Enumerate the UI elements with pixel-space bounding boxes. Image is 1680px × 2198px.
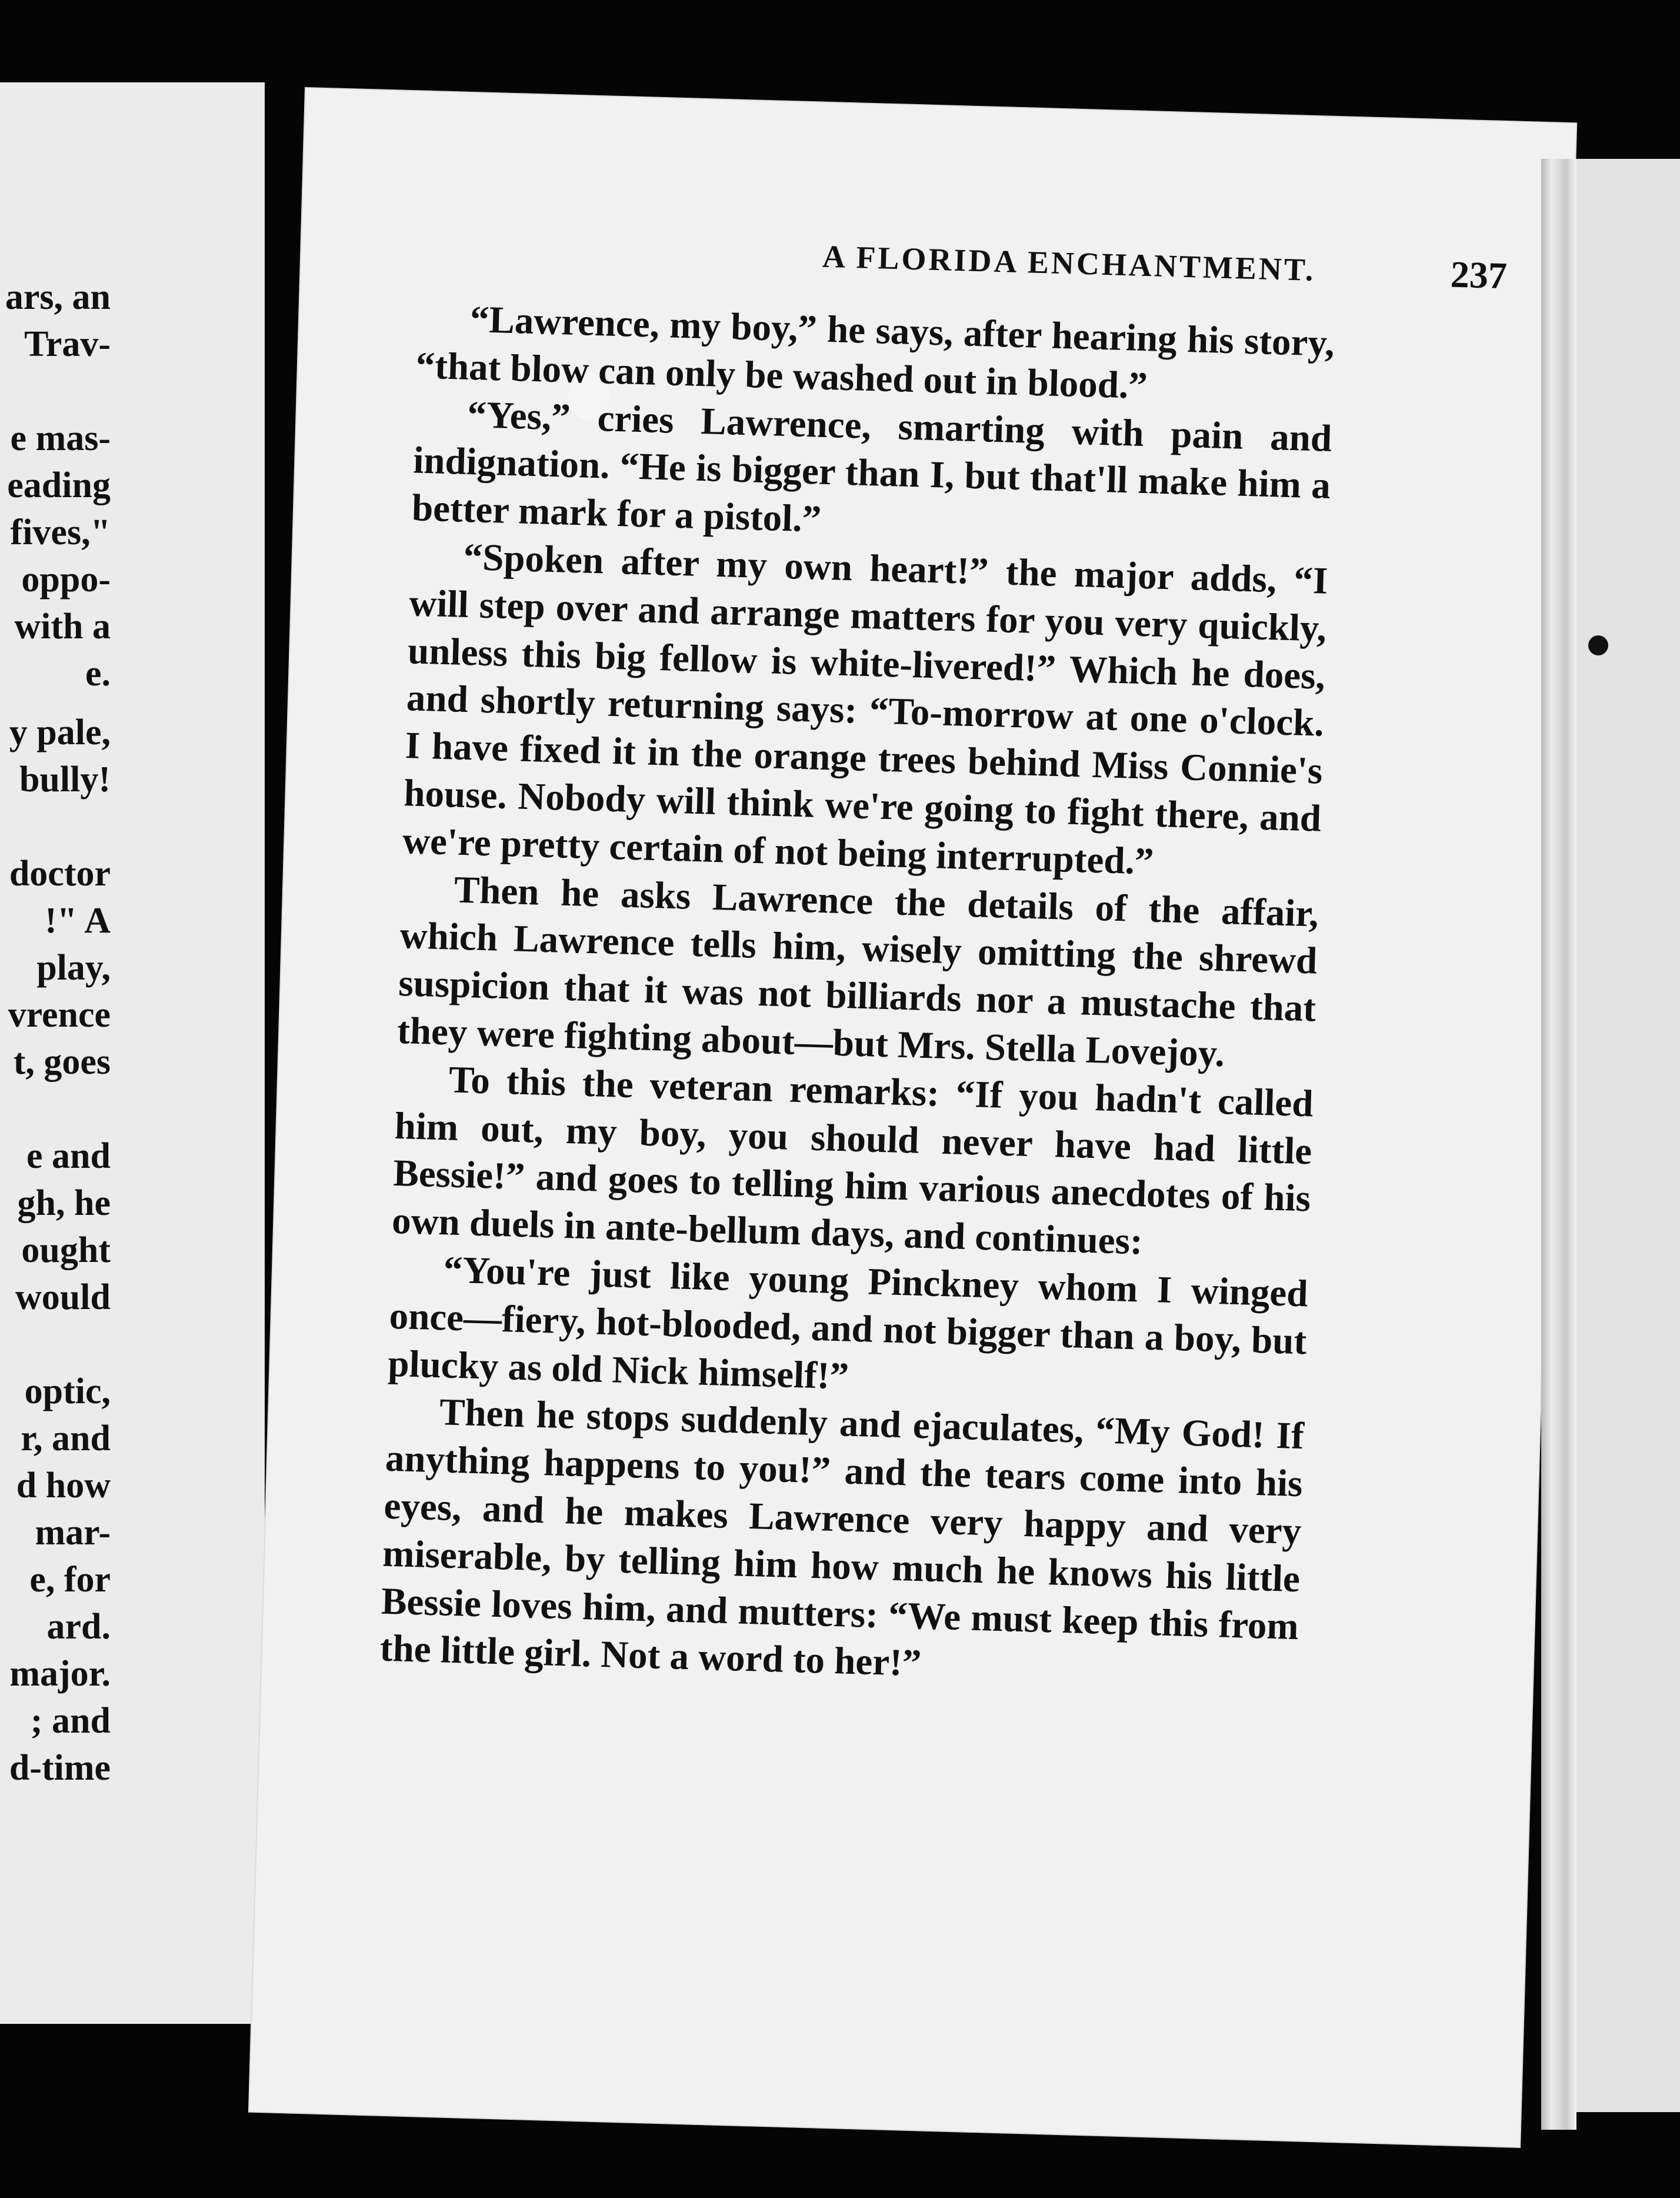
- left-page-fragment: play,: [36, 948, 111, 988]
- left-page-fragment: e mas-: [10, 418, 111, 458]
- left-page-fragment: e.: [85, 654, 111, 694]
- book-page: [249, 88, 1576, 2147]
- left-page-fragment: t, goes: [13, 1042, 111, 1082]
- left-page-fragment: r, and: [21, 1418, 111, 1458]
- left-page-fragment: optic,: [24, 1371, 111, 1411]
- left-page-fragment: ought: [21, 1230, 111, 1270]
- left-page-fragment: e and: [26, 1136, 111, 1176]
- page-body: [379, 294, 1335, 1698]
- left-page-fragment: ars, an: [5, 277, 111, 317]
- facing-page-left: [0, 82, 265, 2024]
- paragraph: To this the veteran remarks: “If you hadn't called him out, my boy, you should never have had little Bessie!” and goes to telling him various anecdotes of his own duels in ante-bellum days, and continues:: [391, 1058, 1314, 1263]
- facing-page-right-edge: [1576, 159, 1680, 2112]
- left-page-fragment: would: [15, 1277, 111, 1317]
- page-stack-edge: [1541, 159, 1576, 2130]
- ink-spot: [1588, 635, 1608, 655]
- running-head: A FLORIDA ENCHANTMENT.: [822, 238, 1316, 288]
- left-page-fragment: Trav-: [24, 324, 111, 364]
- left-page-fragment: vrence: [8, 995, 111, 1035]
- paragraph: “Yes,” cries Lawrence, smarting with pain and indignation. “He is bigger than I, but that'll make him a better mark for a pistol.”: [411, 393, 1333, 541]
- left-page-fragment: bully!: [19, 760, 111, 800]
- left-page-fragment: !" A: [45, 901, 111, 941]
- paragraph: “Lawrence, my boy,” he says, after hearing his story, “that blow can only be washed out in blood.”: [415, 298, 1335, 407]
- left-page-fragment: e, for: [29, 1560, 111, 1600]
- paragraph: Then he asks Lawrence the details of the affair, which Lawrence tells him, wisely omitting the shrewd suspicion that it was not billiards nor a mustache that they were fighting about—but Mrs. Stella Lovejoy.: [396, 868, 1319, 1075]
- left-page-fragment: ; and: [30, 1701, 111, 1741]
- left-page-fragment: gh, he: [17, 1183, 111, 1223]
- left-page-fragment: ard.: [46, 1607, 111, 1647]
- left-page-fragment: with a: [14, 607, 111, 647]
- left-page-fragment: eading: [7, 465, 111, 505]
- paragraph: Then he stops suddenly and ejaculates, “My God! If anything happens to you!” and the tears come into his eyes, and he makes Lawrence very happy and very miserable, by telling him how much he knows his little Bessie loves him, and mutters: “We must keep this from the little girl. Not a word to her!”: [379, 1391, 1305, 1685]
- left-page-fragment: y pale,: [9, 712, 111, 752]
- left-page-fragment: fives,": [10, 512, 111, 552]
- page-number: 237: [1449, 253, 1508, 297]
- left-page-fragment: major.: [9, 1654, 111, 1694]
- left-page-fragment: d how: [16, 1466, 111, 1506]
- paragraph: “Spoken after my own heart!” the major adds, “I will step over and arrange matters for you very quickly, unless this big fellow is white-livered!” Which he does, and shortly returning says: “To-morrow at one o'clock. I have fixed it in the orange trees behind Miss Connie's house. Nobody will think we're going to fight there, and we're pretty certain of not being interrupted.”: [402, 535, 1329, 883]
- left-page-fragment: doctor: [9, 854, 111, 894]
- left-page-fragment: d-time: [9, 1748, 111, 1788]
- left-page-fragment: mar-: [35, 1513, 111, 1553]
- left-page-fragment: oppo-: [21, 560, 111, 600]
- paragraph: “You're just like young Pinckney whom I winged once—fiery, hot-blooded, and not bigger than a boy, but plucky as old Nick himself!”: [387, 1248, 1309, 1398]
